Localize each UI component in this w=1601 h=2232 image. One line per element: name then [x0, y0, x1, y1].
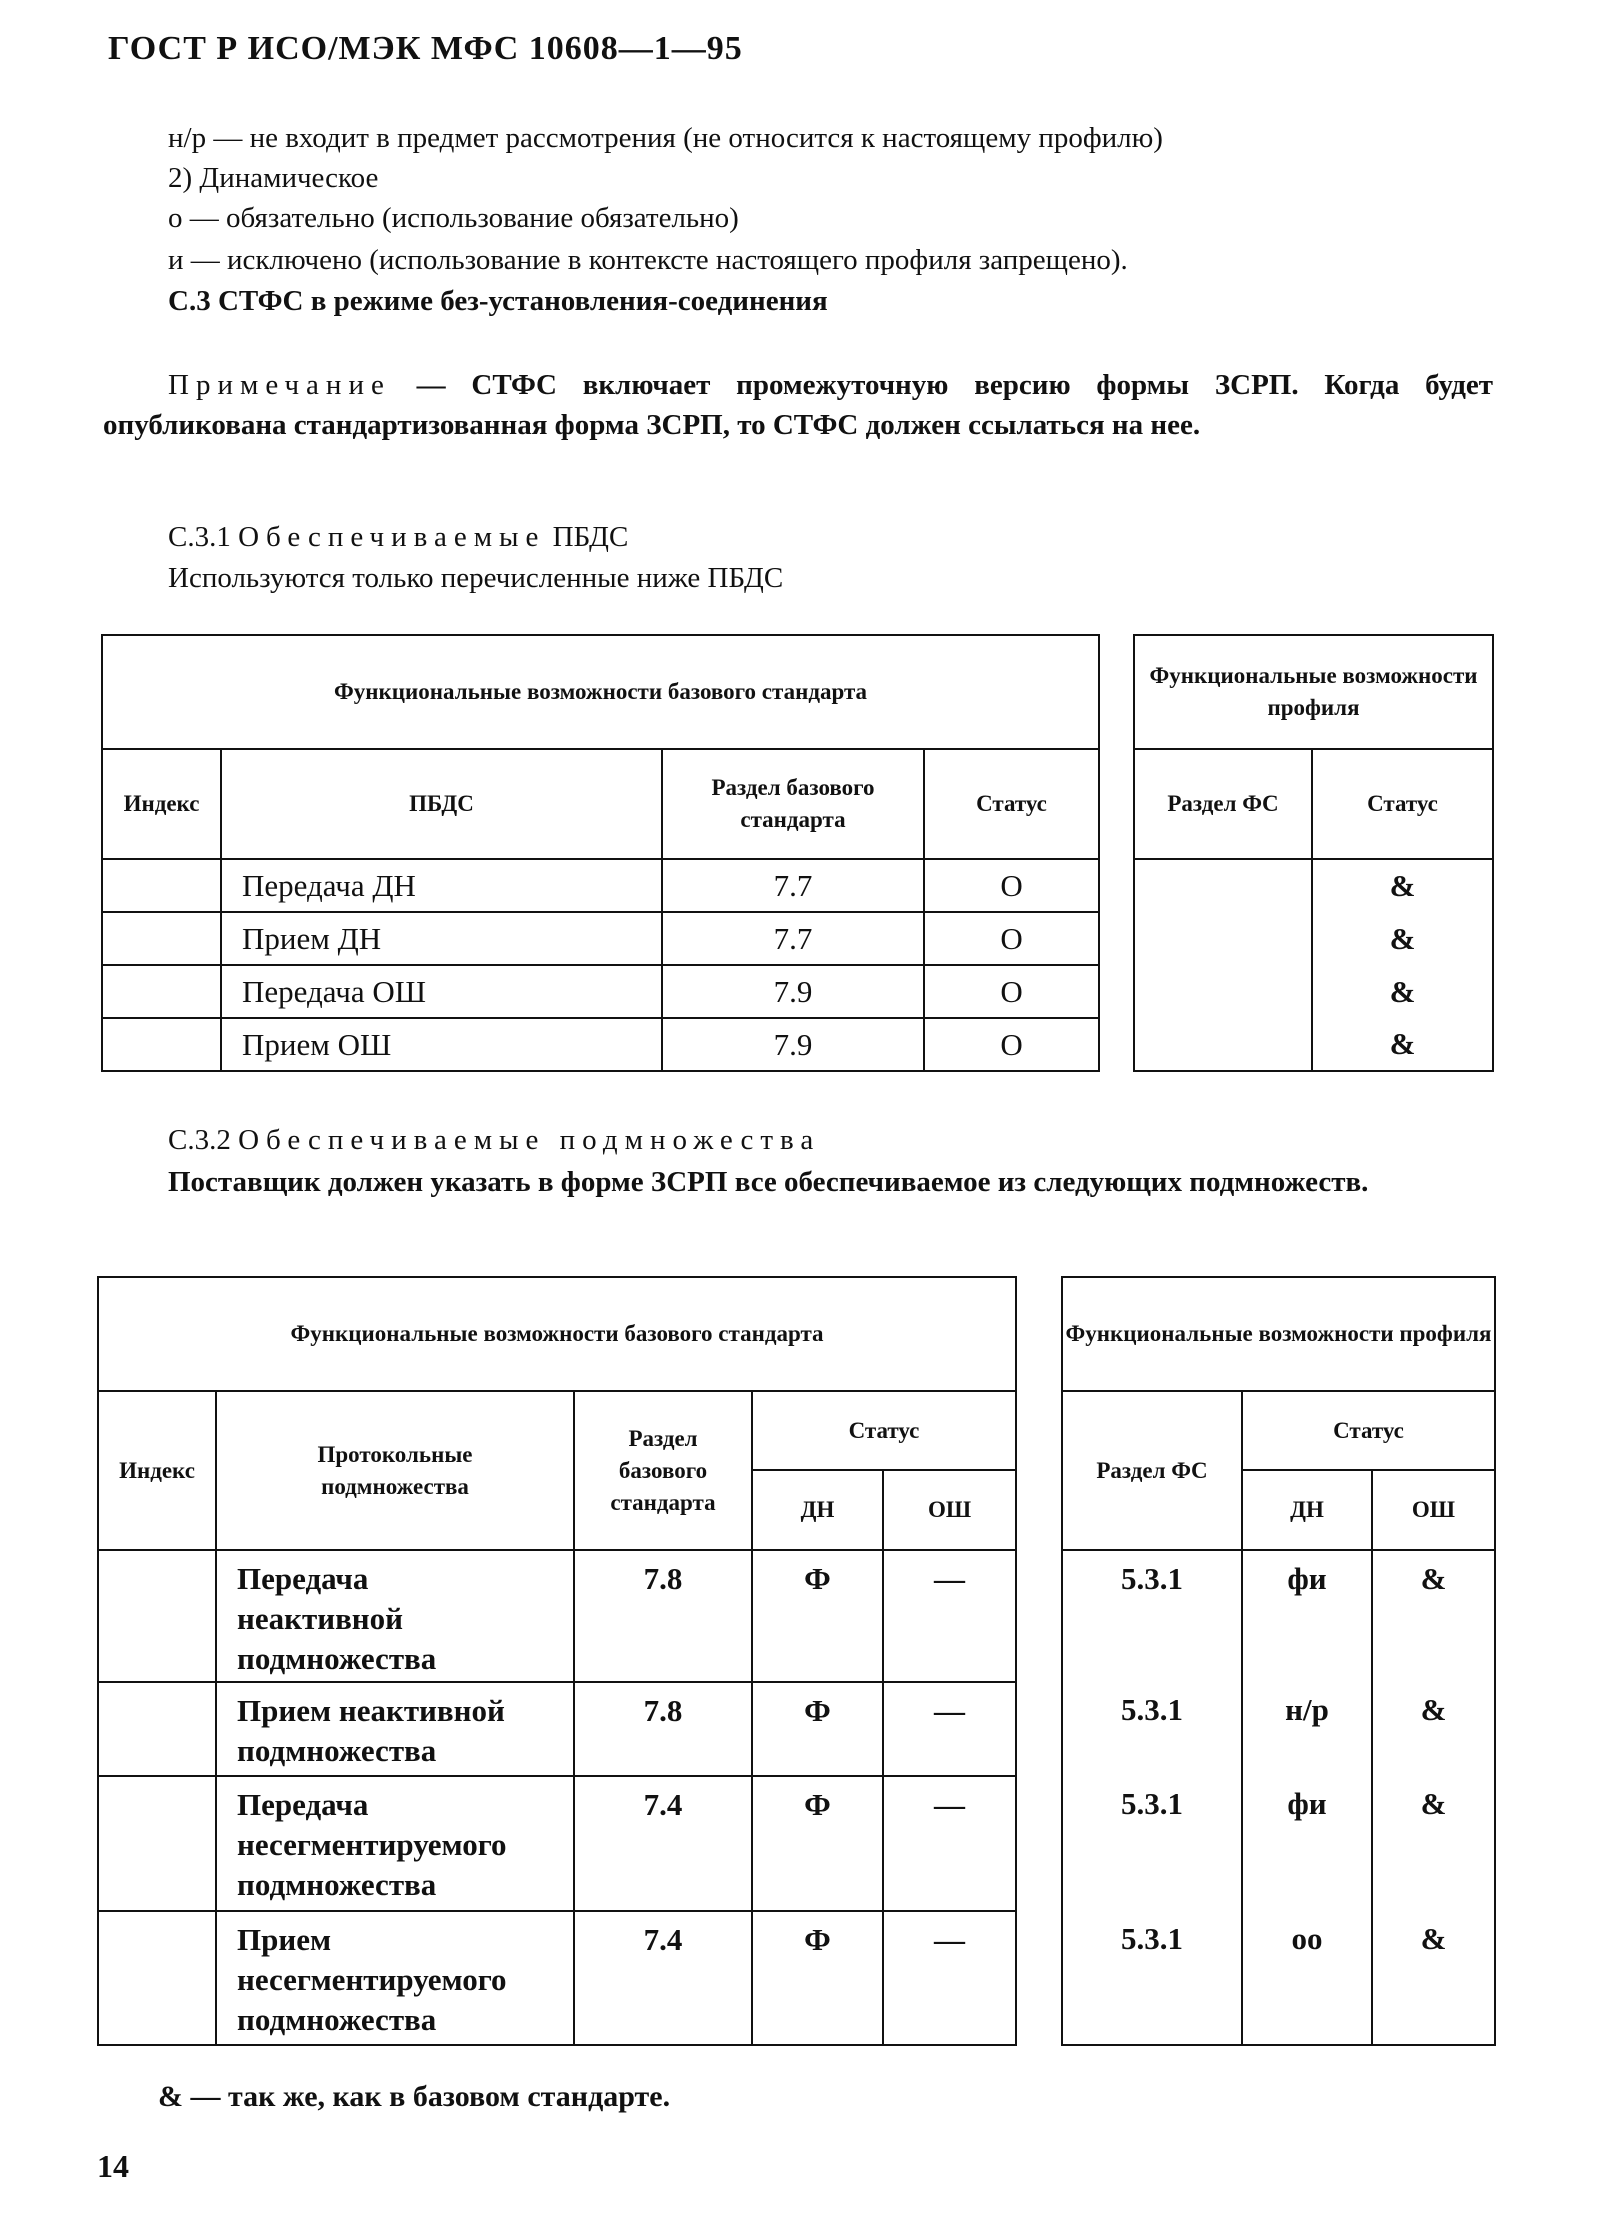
index-cell — [98, 1550, 216, 1682]
subsection-heading — [168, 1120, 820, 1160]
footer-note: & — так же, как в базовом стандарте. — [158, 2080, 671, 2113]
status-cell: О — [924, 965, 1099, 1018]
index-cell — [98, 1776, 216, 1911]
column-header-pbds: ПБДС — [221, 749, 662, 859]
fs-status-cell: & — [1312, 1018, 1493, 1071]
table-row — [98, 1776, 1016, 1911]
definition-line: и — исключено (использование в контексте настоящего профиля запрещено). — [168, 244, 1128, 276]
dn-status-cell: Ф — [752, 1550, 883, 1682]
section-cell: 7.8 — [574, 1682, 752, 1776]
base-standard-table-2 — [97, 1276, 1017, 2046]
fs-osh-cell: & — [1372, 1776, 1495, 1911]
table-row — [1134, 859, 1493, 912]
definition-line: 2) Динамическое — [168, 162, 379, 194]
profile-table-1 — [1133, 634, 1494, 1072]
pbds-cell: Прием ДН — [221, 912, 662, 965]
column-header-dn: ДН — [752, 1470, 883, 1550]
dn-status-cell: Ф — [752, 1682, 883, 1776]
status-cell: О — [924, 1018, 1099, 1071]
index-cell — [102, 912, 221, 965]
table-row — [98, 1550, 1016, 1682]
dn-status-cell: Ф — [752, 1911, 883, 2045]
column-header-section: Раздел базового стандарта — [662, 749, 924, 859]
section-cell: 7.7 — [662, 912, 924, 965]
column-header-fs-section: Раздел ФС — [1062, 1391, 1242, 1550]
section-cell: 7.4 — [574, 1911, 752, 2045]
subsection-title: Обеспечиваемые — [238, 521, 546, 553]
table-header: Функциональные возможности базового стандарта — [98, 1277, 1016, 1391]
column-header-fs-status: Статус — [1312, 749, 1493, 859]
osh-status-cell: — — [883, 1776, 1016, 1911]
page-number: 14 — [97, 2148, 129, 2184]
column-header-section: Раздел базового стандарта — [574, 1391, 752, 1550]
table-row — [1062, 1550, 1495, 1682]
fs-dn-cell: фи — [1242, 1550, 1372, 1682]
section-cell: 7.8 — [574, 1550, 752, 1682]
index-cell — [102, 965, 221, 1018]
index-cell — [98, 1682, 216, 1776]
fs-section-cell: 5.3.1 — [1062, 1911, 1242, 2045]
table-row — [1062, 1911, 1495, 2045]
status-cell: О — [924, 859, 1099, 912]
table-row — [102, 912, 1099, 965]
table-row — [1062, 1776, 1495, 1911]
column-header-fs-status: Статус — [1242, 1391, 1495, 1470]
table-header: Функциональные возможности профиля — [1134, 635, 1493, 749]
subset-name-cell: Передача несегментируемого подмножества — [216, 1776, 574, 1911]
pbds-cell: Передача ДН — [221, 859, 662, 912]
table-row — [102, 965, 1099, 1018]
subsection-text: Поставщик должен указать в форме ЗСРП все обеспечиваемое из следующих подмножеств. — [168, 1166, 1369, 1198]
column-header-dn: ДН — [1242, 1470, 1372, 1550]
osh-status-cell: — — [883, 1911, 1016, 2045]
pbds-cell: Передача ОШ — [221, 965, 662, 1018]
column-header-index: Индекс — [98, 1391, 216, 1550]
base-standard-table-1 — [101, 634, 1100, 1072]
column-header-fs-section: Раздел ФС — [1134, 749, 1312, 859]
status-cell: О — [924, 912, 1099, 965]
section-cell: 7.9 — [662, 965, 924, 1018]
fs-osh-cell: & — [1372, 1550, 1495, 1682]
subsection-text: Используются только перечисленные ниже ПБДС — [168, 562, 784, 594]
pbds-cell: Прием ОШ — [221, 1018, 662, 1071]
profile-table-2 — [1061, 1276, 1496, 2046]
osh-status-cell: — — [883, 1682, 1016, 1776]
definition-line: о — обязательно (использование обязательно) — [168, 202, 739, 234]
note-text: — СТФС включает промежуточную версию формы ЗСРП. Когда будет опубликована стандартизованная форма ЗСРП, то СТФС должен ссылаться на нее. — [103, 369, 1493, 441]
fs-osh-cell: & — [1372, 1911, 1495, 2045]
osh-status-cell: — — [883, 1550, 1016, 1682]
fs-status-cell: & — [1312, 965, 1493, 1018]
section-cell: 7.9 — [662, 1018, 924, 1071]
fs-dn-cell: фи — [1242, 1776, 1372, 1911]
column-header-osh: ОШ — [1372, 1470, 1495, 1550]
subset-name-cell: Передача неактивной подмножества — [216, 1550, 574, 1682]
table-row — [102, 1018, 1099, 1071]
fs-section-cell: 5.3.1 — [1062, 1550, 1242, 1682]
table-header: Функциональные возможности базового стандарта — [102, 635, 1099, 749]
note-lead: Примечание — [168, 369, 391, 401]
section-cell: 7.4 — [574, 1776, 752, 1911]
fs-section-cell: 5.3.1 — [1062, 1776, 1242, 1911]
fs-section-cell: 5.3.1 — [1062, 1682, 1242, 1776]
fs-section-cell — [1134, 859, 1312, 1071]
fs-dn-cell: н/р — [1242, 1682, 1372, 1776]
index-cell — [98, 1911, 216, 2045]
subsection-heading — [168, 517, 628, 557]
column-header-index: Индекс — [102, 749, 221, 859]
column-header-subsets: Протокольные подмножества — [216, 1391, 574, 1550]
subsection-number: С.3.1 — [168, 521, 231, 553]
fs-status-cell: & — [1312, 859, 1493, 912]
section-heading: С.3 СТФС в режиме без-установления-соединения — [168, 285, 828, 317]
table-row — [98, 1911, 1016, 2045]
subsection-title-rest: ПБДС — [552, 521, 629, 553]
column-header-status: Статус — [924, 749, 1099, 859]
section-cell: 7.7 — [662, 859, 924, 912]
fs-dn-cell: оо — [1242, 1911, 1372, 2045]
subset-name-cell: Прием неактивной подмножества — [216, 1682, 574, 1776]
subsection-title: Обеспечиваемые подмножества — [238, 1124, 821, 1156]
table-header: Функциональные возможности профиля — [1062, 1277, 1495, 1391]
subsection-number: С.3.2 — [168, 1124, 231, 1156]
table-row — [102, 859, 1099, 912]
table-row — [1062, 1682, 1495, 1776]
subset-name-cell: Прием несегментируемого подмножества — [216, 1911, 574, 2045]
fs-osh-cell: & — [1372, 1682, 1495, 1776]
column-header-osh: ОШ — [883, 1470, 1016, 1550]
table-row — [98, 1682, 1016, 1776]
note-paragraph — [103, 365, 1493, 445]
index-cell — [102, 859, 221, 912]
dn-status-cell: Ф — [752, 1776, 883, 1911]
definition-line: н/р — не входит в предмет рассмотрения (не относится к настоящему профилю) — [168, 122, 1163, 154]
document-header: ГОСТ Р ИСО/МЭК МФС 10608—1—95 — [108, 30, 743, 67]
column-header-status: Статус — [752, 1391, 1016, 1470]
fs-status-cell: & — [1312, 912, 1493, 965]
index-cell — [102, 1018, 221, 1071]
